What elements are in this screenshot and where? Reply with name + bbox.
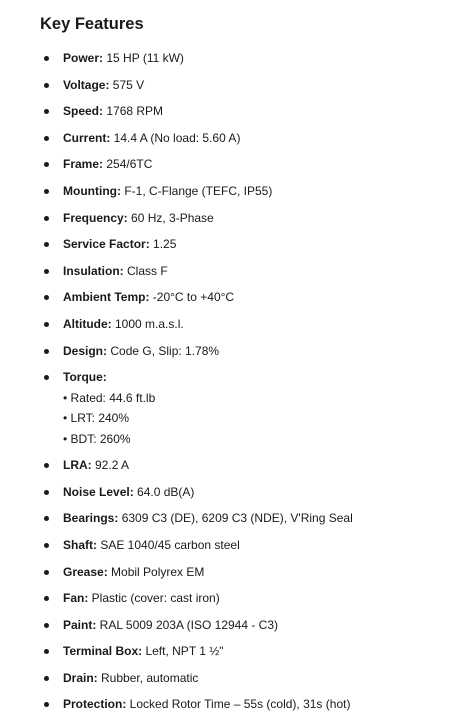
bullet-icon [44, 216, 49, 221]
list-item [40, 510, 450, 537]
bullet-icon [44, 490, 49, 495]
feature-label: Noise Level: [63, 484, 134, 499]
feature-value: 575 V [109, 77, 145, 92]
feature-label: Grease: [63, 564, 108, 579]
feature-value: 1.25 [149, 237, 177, 252]
bullet-icon [44, 570, 49, 575]
feature-label: Frame: [63, 157, 104, 172]
feature-value: F-1, C-Flange (TEFC, IP55) [120, 183, 273, 198]
feature-value: 1768 RPM [103, 104, 164, 119]
bullet-icon [44, 623, 49, 628]
bullet-icon [44, 56, 49, 61]
feature-value: RAL 5009 203A (ISO 12944 - C3) [96, 617, 279, 632]
list-item [40, 183, 450, 210]
sub-list-item: • Rated: 44.6 ft.lb [63, 390, 156, 405]
feature-value: 15 HP (11 kW) [103, 51, 184, 65]
feature-label: Altitude: [63, 316, 112, 331]
bullet-icon [44, 596, 49, 601]
feature-label: Insulation: [63, 263, 124, 278]
list-item [40, 156, 450, 183]
list-item [40, 696, 450, 723]
feature-label: Current: [63, 130, 111, 145]
feature-value: 1000 m.a.s.l. [111, 316, 184, 331]
feature-value: SAE 1040/45 carbon steel [97, 537, 240, 552]
list-item [40, 77, 450, 104]
bullet-icon [44, 295, 49, 300]
list-item [40, 537, 450, 564]
feature-value: 14.4 A (No load: 5.60 A) [110, 130, 241, 145]
bullet-icon [44, 375, 49, 380]
feature-label: Frequency: [63, 210, 128, 225]
torque-sublist [63, 390, 450, 452]
list-item-torque [40, 369, 450, 457]
feature-label: Shaft: [63, 537, 97, 552]
list-item [40, 343, 450, 370]
feature-value: 64.0 dB(A) [133, 484, 195, 499]
feature-label: Voltage: [63, 77, 110, 92]
list-item [40, 130, 450, 157]
bullet-icon [44, 516, 49, 521]
list-item [40, 484, 450, 511]
feature-value: Locked Rotor Time – 55s (cold), 31s (hot) [126, 697, 351, 712]
list-item [40, 50, 450, 77]
feature-label: Design: [63, 343, 108, 358]
bullet-icon [44, 702, 49, 707]
feature-value: Code G, Slip: 1.78% [107, 343, 220, 358]
feature-label: Protection: [63, 697, 127, 712]
feature-label: Paint: [63, 617, 97, 632]
bullet-icon [44, 543, 49, 548]
list-item [40, 457, 450, 484]
bullet-icon [44, 676, 49, 681]
feature-label: Power: [63, 51, 104, 65]
feature-value: -20°C to +40°C [149, 290, 235, 305]
feature-label: Bearings: [63, 511, 119, 526]
feature-value: Left, NPT 1 ½" [142, 644, 224, 659]
feature-label: Ambient Temp: [63, 290, 150, 305]
list-item [40, 316, 450, 343]
section-heading: Key Features [40, 15, 144, 33]
list-item [40, 103, 450, 130]
list-item [40, 643, 450, 670]
feature-value: Mobil Polyrex EM [107, 564, 205, 579]
list-item [40, 289, 450, 316]
feature-value: Plastic (cover: cast iron) [88, 591, 220, 606]
bullet-icon [44, 269, 49, 274]
sub-list-item: • LRT: 240% [63, 411, 130, 426]
bullet-icon [44, 109, 49, 114]
bullet-icon [44, 136, 49, 141]
bullet-icon [44, 189, 49, 194]
list-item [40, 564, 450, 591]
bullet-icon [44, 322, 49, 327]
list-item [40, 210, 450, 237]
feature-value: 6309 C3 (DE), 6209 C3 (NDE), V'Ring Seal [118, 511, 353, 526]
key-features-section [40, 12, 450, 723]
bullet-icon [44, 83, 49, 88]
list-item [40, 263, 450, 290]
bullet-icon [44, 649, 49, 654]
feature-list [40, 50, 450, 723]
list-item [40, 670, 450, 697]
list-item [40, 236, 450, 263]
list-item [40, 617, 450, 644]
bullet-icon [44, 463, 49, 468]
feature-label: Torque: [63, 370, 107, 385]
feature-label: LRA: [63, 458, 92, 473]
feature-value: Class F [123, 263, 168, 278]
bullet-icon [44, 242, 49, 247]
sub-list-item: • BDT: 260% [63, 431, 131, 446]
feature-value: Rubber, automatic [97, 670, 199, 685]
feature-label: Drain: [63, 670, 98, 685]
feature-label: Service Factor: [63, 237, 150, 252]
feature-label: Mounting: [63, 183, 121, 198]
list-item [40, 590, 450, 617]
feature-value: 92.2 A [91, 458, 130, 473]
feature-value: 60 Hz, 3-Phase [127, 210, 214, 225]
bullet-icon [44, 162, 49, 167]
feature-label: Fan: [63, 591, 89, 606]
bullet-icon [44, 349, 49, 354]
feature-label: Terminal Box: [63, 644, 143, 659]
feature-value: 254/6TC [103, 157, 153, 172]
feature-label: Speed: [63, 104, 104, 119]
